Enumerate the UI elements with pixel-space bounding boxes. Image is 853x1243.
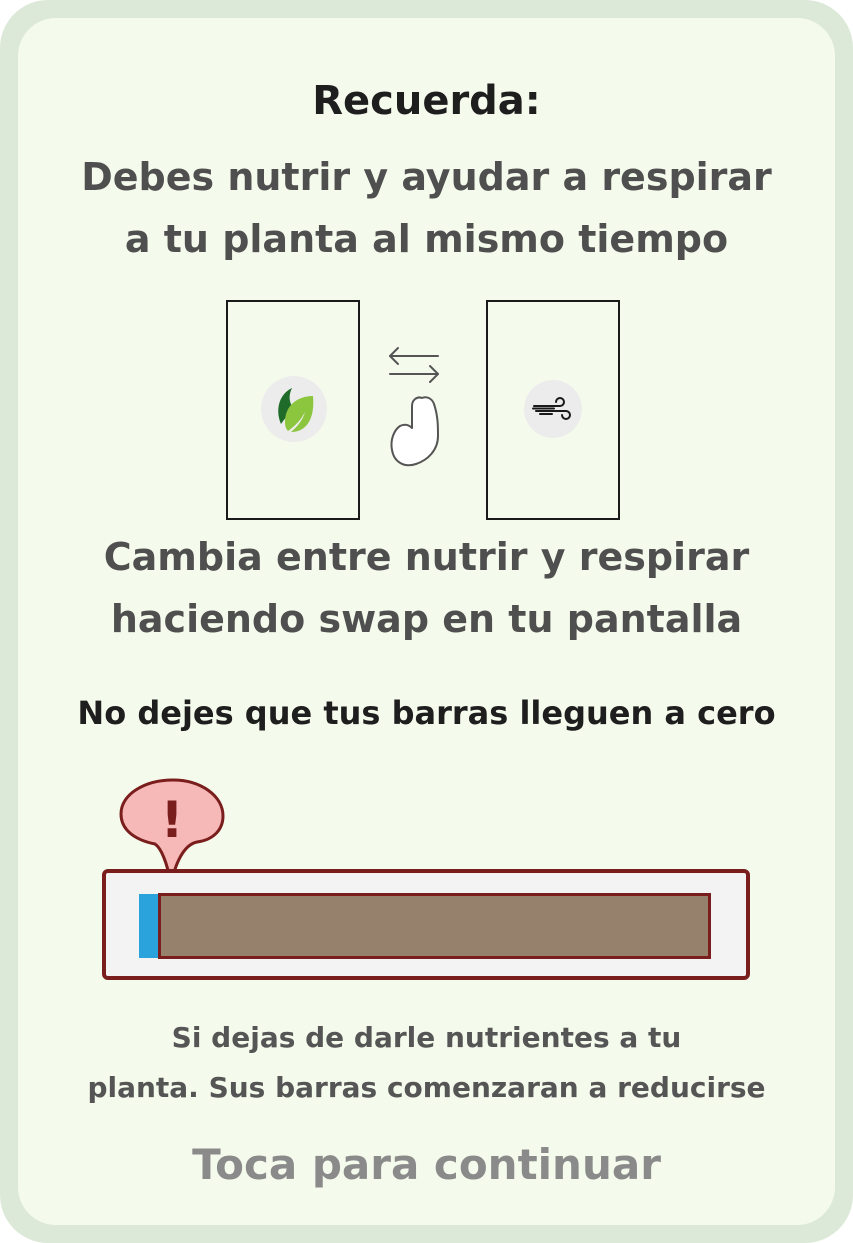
wind-icon <box>524 380 582 438</box>
swap-instruction <box>0 526 853 650</box>
status-bar <box>102 869 750 980</box>
status-bar-track <box>158 893 711 959</box>
subtitle <box>0 146 853 270</box>
phone-screen-nutrir <box>226 300 360 520</box>
warning-text: No dejes que tus barras lleguen a cero <box>77 694 776 732</box>
explanation-line-2: planta. Sus barras comenzaran a reducirse <box>87 1071 766 1104</box>
swap-instruction-line-1: Cambia entre nutrir y respirar <box>103 535 750 579</box>
explanation <box>0 1013 853 1113</box>
explanation-line-1: Si dejas de darle nutrientes a tu <box>171 1021 682 1054</box>
subtitle-line-2: a tu planta al mismo tiempo <box>124 217 729 261</box>
phone-screen-respirar <box>486 300 620 520</box>
page-title: Recuerda: <box>312 78 541 124</box>
leaf-icon <box>261 376 327 442</box>
swap-instruction-line-2: haciendo swap en tu pantalla <box>110 597 743 641</box>
continue-button[interactable]: Toca para continuar <box>192 1140 661 1189</box>
alert-symbol: ! <box>160 791 184 849</box>
subtitle-line-1: Debes nutrir y ayudar a respirar <box>81 155 772 199</box>
swipe-hand-icon <box>380 340 460 475</box>
